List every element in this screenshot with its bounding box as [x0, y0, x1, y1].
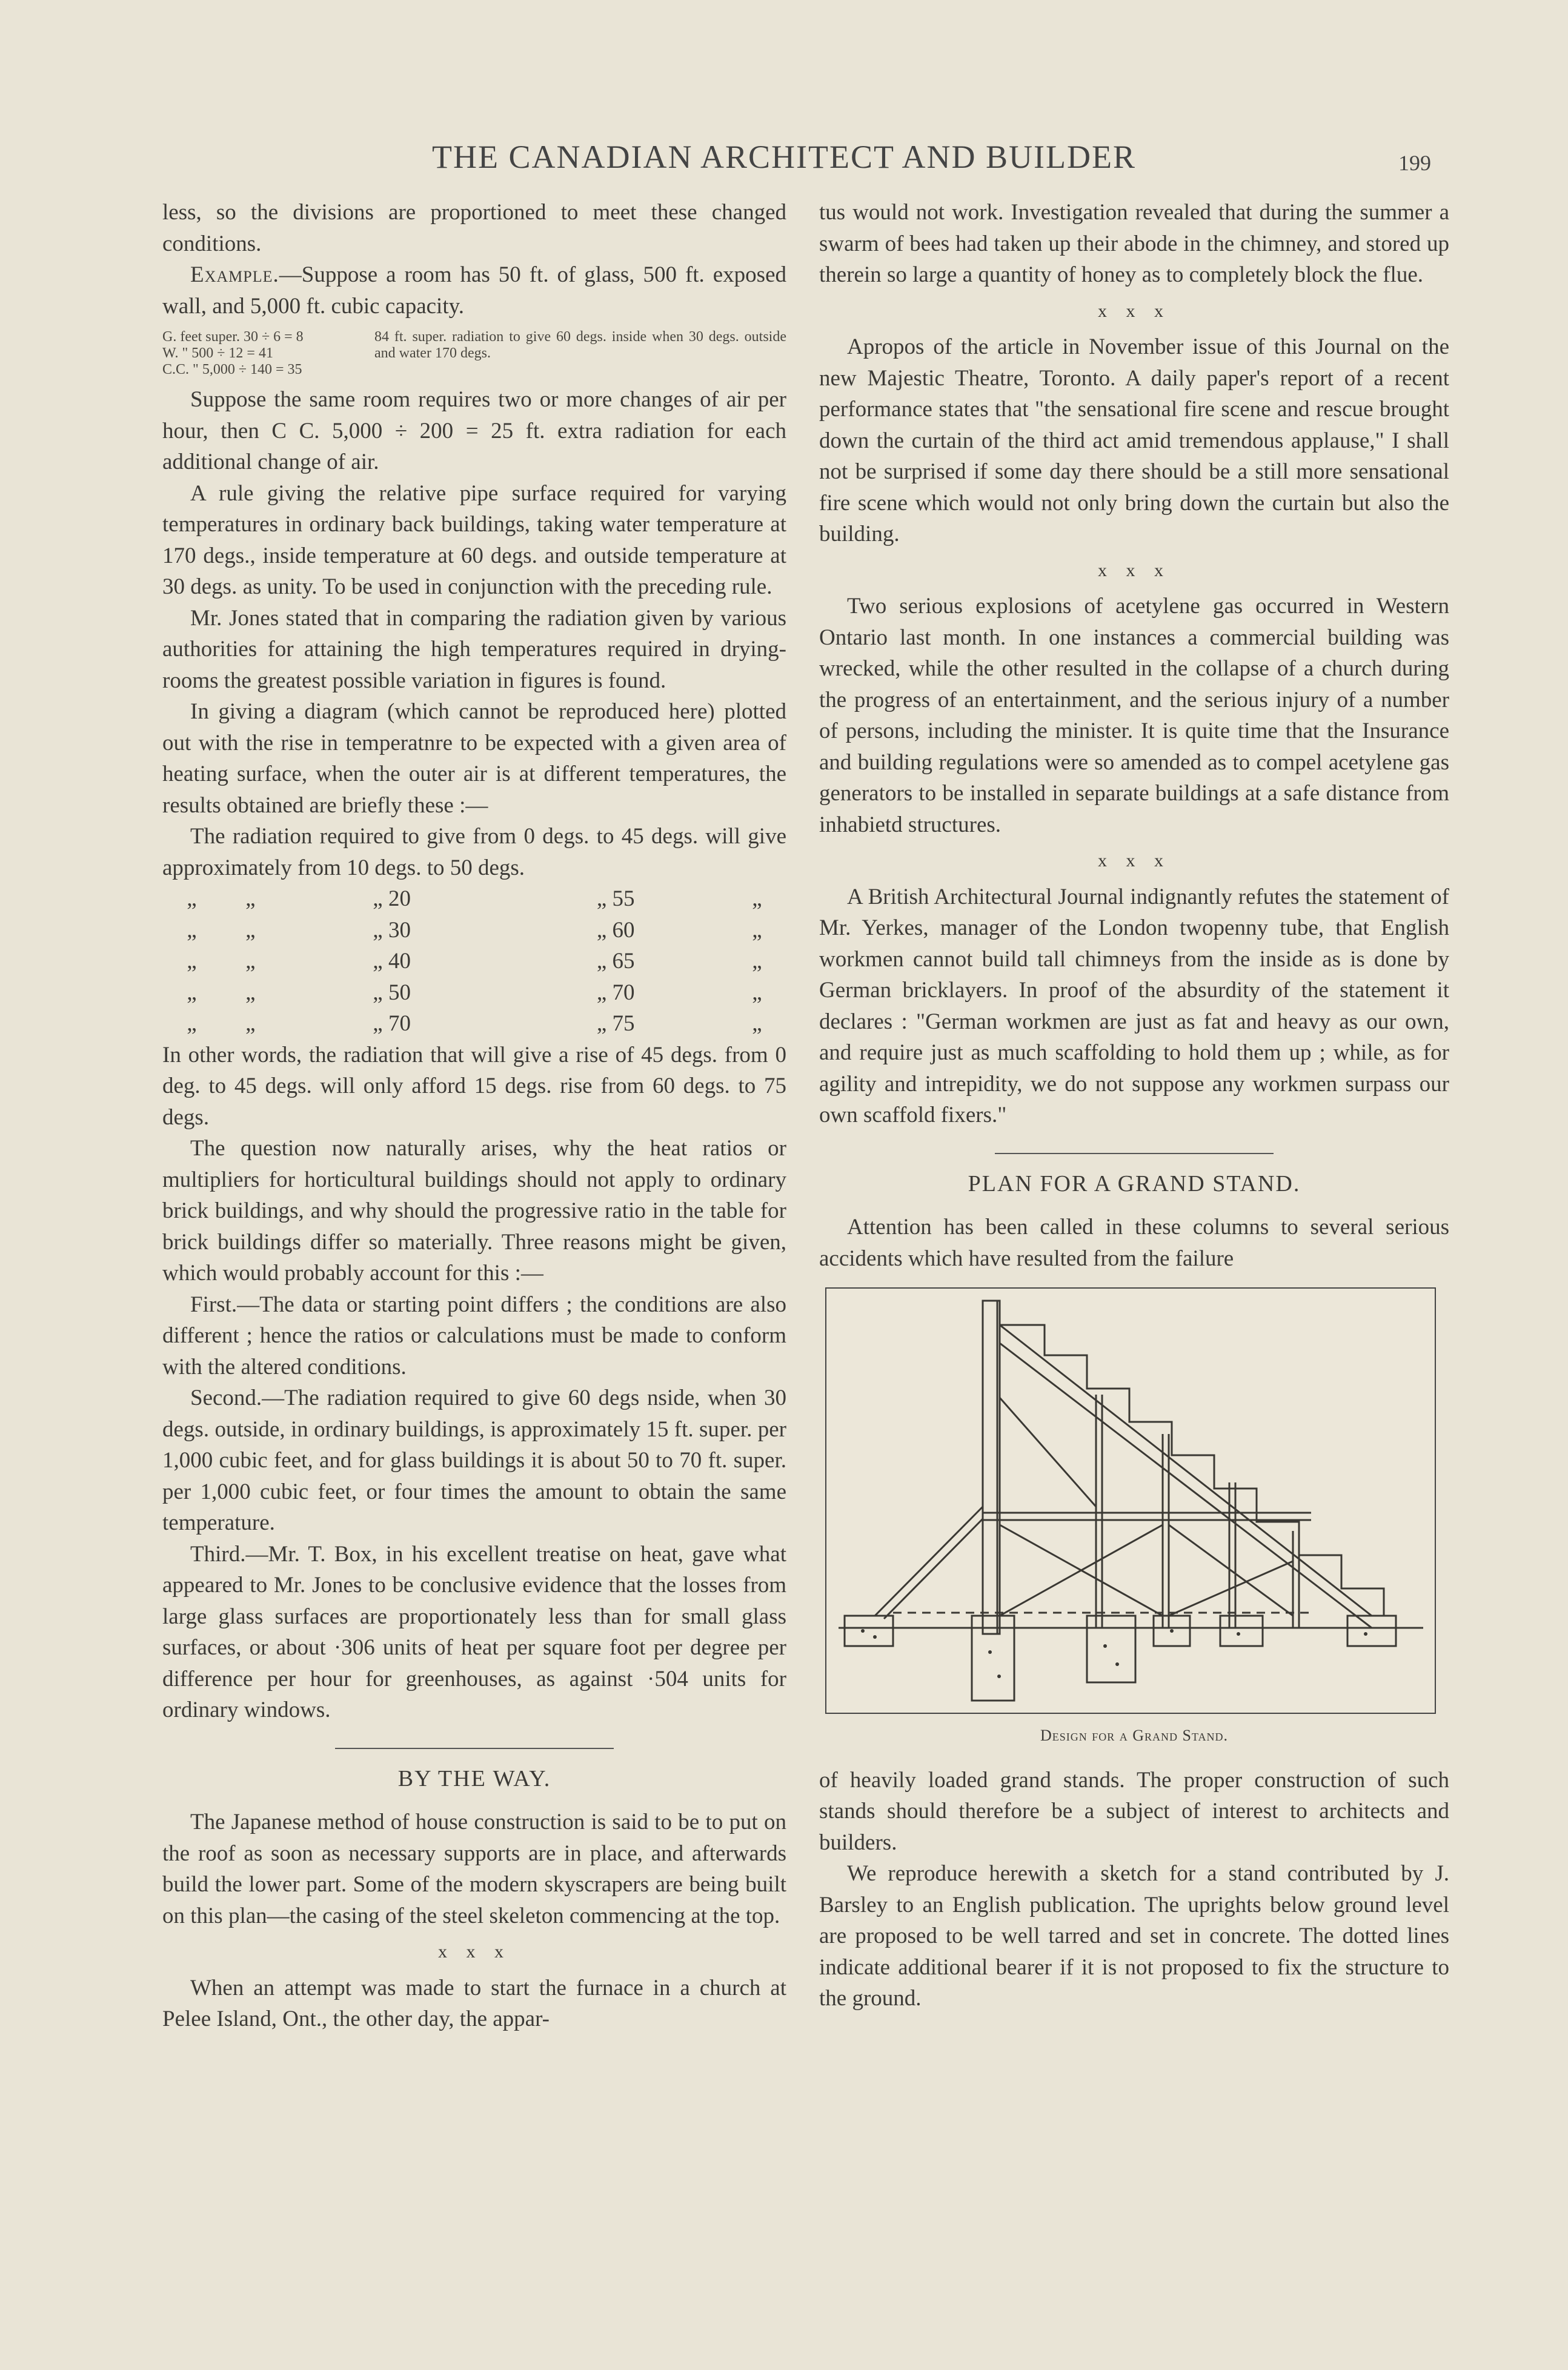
- table-cell: „ 75: [596, 1011, 635, 1036]
- paragraph: Suppose the same room requires two or more changes of air per hour, then C C. 5,000 ÷ 200 = 25 ft. extra radiation for each additional change of air.: [162, 387, 786, 474]
- table-cell: „: [245, 886, 256, 911]
- table-cell: „: [245, 949, 256, 974]
- table-cell: „ 65: [596, 949, 635, 974]
- paragraph: The question now naturally arises, why the heat ratios or multipliers for horticultural buildings should not apply to ordinary brick buildings, and why should the progressive ratio in the table for brick buildings differ so materially. Three reasons might be given, which would probably account for this :—: [162, 1136, 786, 1286]
- paragraph: less, so the divisions are proportioned to meet these changed conditions.: [162, 200, 786, 256]
- table-cell: „: [752, 980, 762, 1005]
- paragraph: of heavily loaded grand stands. The proper construction of such stands should therefore be a subject of interest to architects and builders.: [819, 1767, 1449, 1855]
- separator: x x x: [1098, 851, 1171, 871]
- table-cell: „: [752, 886, 762, 911]
- grand-stand-drawing: [826, 1289, 1435, 1713]
- formula-line: C.C. " 5,000 ÷ 140 = 35: [162, 362, 302, 377]
- footing: [1347, 1616, 1396, 1646]
- paragraph: Third.—Mr. T. Box, in his excellent treatise on heat, gave what appeared to Mr. Jones to be conclusive evidence that the losses from large glass surfaces are proportionately less than for small glass surfaces, or about ·306 units of heat per square foot per degree per difference per hour for greenhouses, as against ·504 units for ordinary windows.: [162, 1541, 786, 1722]
- footing: [1220, 1616, 1263, 1646]
- stair-stringer: [1000, 1325, 1372, 1616]
- stair-steps: [1000, 1325, 1384, 1616]
- radiation-formula: [162, 329, 786, 378]
- formula-result: 84 ft. super. radiation to give 60 degs. inside when 30 degs. outside and water 170 degs.: [374, 329, 786, 361]
- table-cell: „: [187, 1011, 197, 1036]
- table-cell: „ 50: [373, 980, 411, 1005]
- table-cell: „: [752, 949, 762, 974]
- table-cell: „: [752, 917, 762, 943]
- paragraph: Apropos of the article in November issue of this Journal on the new Majestic Theatre, Toronto. A daily paper's report of a recent performance states that "the sensational fire scene and rescue brought down the curtain of the third act amid tremendous applause," I shall not be surprised if some day there should be a still more sensational fire scene which would not only bring down the curtain but also the building.: [819, 334, 1449, 546]
- table-cell: „: [245, 1011, 256, 1036]
- footing: [845, 1616, 893, 1646]
- paragraph: In giving a diagram (which cannot be reproduced here) plotted out with the rise in temperatnre to be expected with a given area of heating surface, when the outer air is at different temperatures, the results obtained are briefly these :—: [162, 699, 786, 818]
- separator: x x x: [438, 1942, 511, 1962]
- tall-post: [983, 1301, 997, 1634]
- paragraph: Second.—The radiation required to give 60 degs nside, when 30 degs. outside, in ordinary buildings, is approximately 15 ft. super. per 1,000 cubic feet, and for glass buildings it is about 50 to 70 ft. super. per 1,000 cubic feet, or four times the amount to obtain the same temperature.: [162, 1386, 786, 1535]
- table-row: [162, 1008, 786, 1040]
- paragraph: The Japanese method of house construction is said to be to put on the roof as soon as necessary supports are in place, and afterwards build the lower part. Some of the modern skyscrapers are being built on this plan—the casing of the steel skeleton commencing at the top.: [162, 1810, 786, 1928]
- example-text: —Suppose a room has 50 ft. of glass, 500 ft. exposed wall, and 5,000 ft. cubic capacity.: [162, 262, 786, 319]
- right-column: [819, 197, 1449, 2014]
- paragraph: Attention has been called in these columns to several serious accidents which have resulted from the failure: [819, 1215, 1449, 1271]
- table-cell: „ 70: [373, 1011, 411, 1036]
- example-label: Example.: [190, 262, 279, 287]
- table-row: [162, 977, 786, 1009]
- formula-line: G. feet super. 30 ÷ 6 = 8: [162, 329, 304, 345]
- radiation-table: [162, 883, 786, 1040]
- paragraph: The radiation required to give from 0 degs. to 45 degs. will give approximately from 10 degs. to 50 degs.: [162, 824, 786, 880]
- paragraph: When an attempt was made to start the furnace in a church at Pelee Island, Ont., the other day, the appar-: [162, 1975, 786, 2031]
- brace: [1000, 1398, 1096, 1507]
- paragraph: First.—The data or starting point differs ; the conditions are also different ; hence the ratios or calculations must be made to conform with the altered conditions.: [162, 1292, 786, 1379]
- page-number: 199: [1398, 151, 1431, 175]
- table-cell: „: [187, 886, 197, 911]
- paragraph: A rule giving the relative pipe surface required for varying temperatures in ordinary back buildings, taking water temperature at 170 degs., inside temperature at 60 degs. and outside temperature at 30 degs. as unity. To be used in conjunction with the preceding rule.: [162, 480, 786, 599]
- table-cell: „: [752, 1011, 762, 1036]
- table-cell: „: [187, 917, 197, 943]
- table-cell: „ 20: [373, 886, 411, 911]
- table-cell: „: [187, 949, 197, 974]
- separator: x x x: [1098, 300, 1171, 321]
- footing: [1087, 1616, 1135, 1682]
- table-cell: „ 30: [373, 917, 411, 943]
- paragraph: We reproduce herewith a sketch for a stand contributed by J. Barsley to an English publication. The uprights below ground level are proposed to be well tarred and set in concrete. The dotted lines indicate additional bearer if it is not proposed to fix the structure to the ground.: [819, 1861, 1449, 2011]
- paragraph: Two serious explosions of acetylene gas occurred in Western Ontario last month. In one instances a commercial building was wrecked, while the other resulted in the collapse of a church during the progress of an entertainment, and the serious injury of a number of persons, including the minister. It is quite time that the Insurance and building regulations were so amended as to compel acetylene gas generators to be installed in separate buildings at a safe distance from inhabietd structures.: [819, 594, 1449, 837]
- table-cell: „: [187, 980, 197, 1005]
- separator: x x x: [1098, 560, 1171, 580]
- paragraph: Mr. Jones stated that in comparing the radiation given by various authorities for attaining the high temperatures required in drying-rooms the greatest possible variation in figures is found.: [162, 605, 786, 693]
- section-rule: [995, 1153, 1274, 1154]
- running-head: THE CANADIAN ARCHITECT AND BUILDER: [432, 139, 1136, 175]
- table-row: [162, 883, 786, 915]
- table-row: [162, 946, 786, 977]
- left-column: [162, 197, 786, 2035]
- section-rule: [335, 1748, 614, 1749]
- table-row: [162, 915, 786, 946]
- section-heading: BY THE WAY.: [397, 1765, 551, 1791]
- table-cell: „ 55: [596, 886, 635, 911]
- rear-strut: [875, 1507, 983, 1616]
- table-cell: „ 70: [596, 980, 635, 1005]
- formula-line: W. " 500 ÷ 12 = 41: [162, 345, 273, 361]
- figure-caption: Design for a Grand Stand.: [1040, 1727, 1229, 1744]
- formula-lines: [162, 329, 362, 378]
- table-cell: „ 40: [373, 949, 411, 974]
- paragraph: In other words, the radiation that will give a rise of 45 degs. from 0 deg. to 45 degs. will only afford 15 degs. rise from 60 degs. to 75 degs.: [162, 1042, 786, 1130]
- table-cell: „ 60: [596, 917, 635, 943]
- table-cell: „: [245, 980, 256, 1005]
- example-paragraph: [162, 259, 786, 322]
- section-heading: PLAN FOR A GRAND STAND.: [968, 1170, 1301, 1197]
- table-cell: „: [245, 917, 256, 943]
- paragraph: tus would not work. Investigation revealed that during the summer a swarm of bees had taken up their abode in the chimney, and stored up therein so large a quantity of honey as to completely block the flue.: [819, 200, 1449, 287]
- paragraph: A British Architectural Journal indignantly refutes the statement of Mr. Yerkes, manager of the London twopenny tube, that English workmen cannot build tall chimneys from the inside as is done by German bricklayers. In proof of the absurdity of the statement it declares : "German workmen are just as fat and heavy as our own, and require just as much scaffolding to hold them up ; while, as for agility and intrepidity, we do not suppose any workmen surpass our own scaffold fixers.": [819, 884, 1449, 1127]
- grand-stand-figure: [825, 1287, 1436, 1714]
